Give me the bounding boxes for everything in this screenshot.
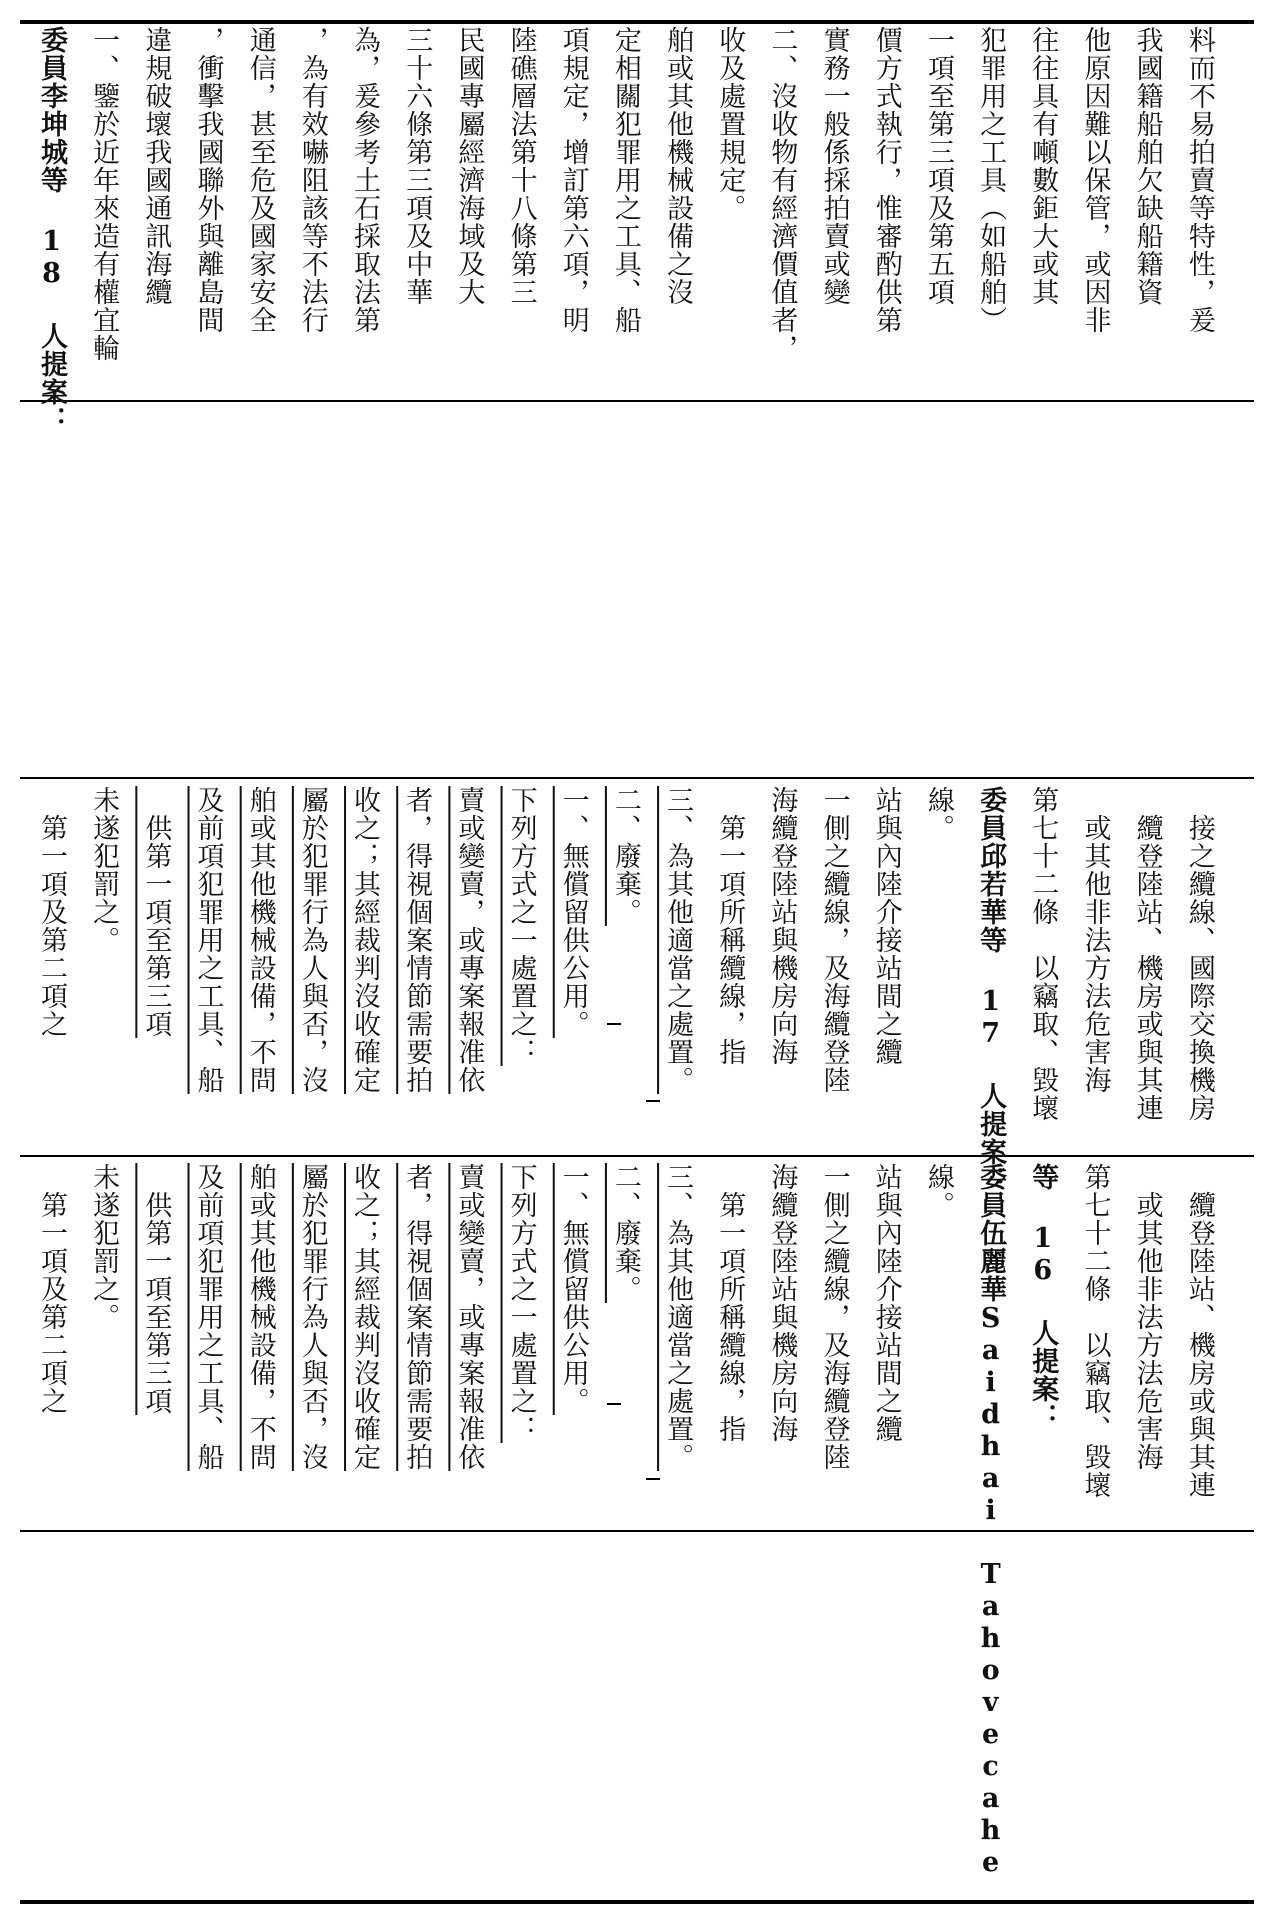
text-line: 價方式執行，惟審酌供第 xyxy=(870,26,902,334)
text-line: 舶或其他機械設備之沒 xyxy=(662,26,694,306)
text-line: 賣或變賣，或專案報准依 xyxy=(453,1163,485,1471)
text-column xyxy=(244,786,299,1148)
text-column xyxy=(768,786,820,1148)
text-line: 陸礁層法第十八條第三 xyxy=(505,26,537,306)
text-column xyxy=(1183,786,1238,1148)
text-line: 料而不易拍賣等特性，爰 xyxy=(1183,26,1215,334)
text-line: ，為有效嚇阻該等不法行 xyxy=(296,26,328,334)
text-line: 等 16 人提案： xyxy=(1027,1163,1059,1431)
text-column xyxy=(505,1163,560,1525)
text-line: 第一項及第二項之 xyxy=(36,786,67,1038)
text-column xyxy=(38,1163,90,1525)
text-column xyxy=(870,786,925,1148)
text-column xyxy=(1029,786,1081,1148)
text-column xyxy=(1081,26,1133,396)
text-line: 第一項所稱纜線，指 xyxy=(714,1163,746,1443)
text-column xyxy=(351,1163,403,1525)
text-column xyxy=(90,26,142,396)
text-column xyxy=(768,1163,820,1525)
rule-bottom-block-end xyxy=(20,1530,1254,1532)
text-line: 往往具有噸數鉅大或其 xyxy=(1027,26,1059,306)
text-column xyxy=(975,1163,1029,1879)
text-column xyxy=(716,786,768,1148)
text-column xyxy=(1131,786,1186,1148)
text-column xyxy=(505,26,560,396)
text-line: 民國專屬經濟海域及大 xyxy=(453,26,485,306)
text-line: 線。 xyxy=(922,1163,954,1219)
text-line: 二、廢棄。 xyxy=(609,786,641,926)
text-column xyxy=(192,1163,247,1525)
text-column xyxy=(1029,1163,1081,1525)
text-line: 第七十二條 以竊取、毀壞 xyxy=(1079,1163,1111,1499)
text-line: 三、為其他適當之處置。 xyxy=(662,1163,694,1471)
text-column xyxy=(192,26,247,396)
text-line: 或其他非法方法危害海 xyxy=(1079,786,1111,1094)
text-line: 一側之纜線，及海纜登陸 xyxy=(818,786,850,1094)
text-column xyxy=(142,1163,194,1525)
text-line: 屬於犯罪行為人與否，沒 xyxy=(296,786,328,1094)
text-block-top xyxy=(30,26,1260,434)
text-column xyxy=(609,786,664,1148)
text-column xyxy=(609,1163,664,1525)
rule-middle-block-end xyxy=(20,1155,1254,1157)
text-line: 一、無償留供公用。 xyxy=(557,786,589,1038)
text-line: 下列方式之一處置之： xyxy=(505,786,537,1066)
text-line: 站與內陸介接站間之纜 xyxy=(870,1163,902,1443)
text-column xyxy=(403,786,455,1148)
text-line: 站與內陸介接站間之纜 xyxy=(870,786,902,1066)
text-line: 三十六條第三項及中華 xyxy=(401,26,433,306)
text-column xyxy=(192,786,247,1148)
text-column xyxy=(244,26,299,396)
text-line: 收及處置規定。 xyxy=(714,26,746,222)
text-line: 第一項及第二項之 xyxy=(36,1163,67,1415)
text-line: 供第一項至第三項 xyxy=(140,786,172,1038)
text-line: 委員李坤城等 18 人提案： xyxy=(36,26,67,434)
text-block-middle xyxy=(30,786,1260,1194)
bottom-border xyxy=(20,1900,1254,1904)
text-column xyxy=(1131,1163,1186,1525)
text-column xyxy=(870,26,925,396)
text-column xyxy=(557,1163,612,1525)
text-line: 未遂犯罰之。 xyxy=(88,786,120,954)
text-line: 舶或其他機械設備，不問 xyxy=(244,1163,276,1471)
text-column xyxy=(455,1163,507,1525)
text-column xyxy=(557,26,612,396)
text-line: 舶或其他機械設備，不問 xyxy=(244,786,276,1094)
text-column xyxy=(716,26,768,396)
text-column xyxy=(142,26,194,396)
text-line: 委員邱若華等 17 人提案： xyxy=(975,786,1007,1194)
text-column xyxy=(403,26,455,396)
text-line: 纜登陸站、機房或與其連 xyxy=(1183,1163,1215,1499)
text-line: 收之；其經裁判沒收確定 xyxy=(349,786,381,1094)
text-line: 線。 xyxy=(922,786,954,842)
text-line: 一、鑒於近年來造有權宜輪 xyxy=(88,26,120,362)
text-line: 一側之纜線，及海纜登陸 xyxy=(818,1163,850,1471)
text-line: 下列方式之一處置之： xyxy=(505,1163,537,1443)
text-line: 二、沒收物有經濟價值者， xyxy=(766,26,798,362)
text-line: ，衝擊我國聯外與離島間 xyxy=(192,26,224,334)
text-column xyxy=(818,1163,873,1525)
text-column xyxy=(609,26,664,396)
text-column xyxy=(977,26,1029,396)
text-column xyxy=(922,786,977,1148)
text-column xyxy=(1183,26,1238,396)
text-column xyxy=(557,786,612,1148)
text-line: 三、為其他適當之處置。 xyxy=(662,786,694,1094)
text-line: 未遂犯罰之。 xyxy=(88,1163,120,1331)
text-line: 通信，甚至危及國家安全 xyxy=(244,26,276,334)
text-column xyxy=(664,1163,716,1525)
text-column xyxy=(870,1163,925,1525)
text-line: 接之纜線、國際交換機房 xyxy=(1183,786,1215,1122)
text-line: 二、廢棄。 xyxy=(609,1163,641,1303)
text-line: 我國籍船舶欠缺船籍資 xyxy=(1131,26,1163,306)
text-column xyxy=(244,1163,299,1525)
text-line: 委員伍麗華Saidhai Tahovecahe xyxy=(975,1163,1007,1879)
text-line: 定相關犯罪用之工具、船 xyxy=(609,26,641,334)
rule-middle-block-start xyxy=(20,777,1254,779)
text-column xyxy=(716,1163,768,1525)
text-line: 犯罪用之工具（如船舶） xyxy=(975,26,1007,334)
text-column xyxy=(975,786,1029,1194)
text-column xyxy=(664,786,716,1148)
text-column xyxy=(90,786,142,1148)
rule-top-block-end xyxy=(20,400,1254,402)
text-column xyxy=(818,26,873,396)
text-column xyxy=(36,26,90,434)
text-block-bottom xyxy=(30,1163,1260,1879)
text-column xyxy=(296,786,351,1148)
text-line: 及前項犯罪用之工具、船 xyxy=(192,1163,224,1471)
text-column xyxy=(1029,26,1081,396)
text-column xyxy=(455,786,507,1148)
text-line: 一項至第三項及第五項 xyxy=(922,26,954,306)
text-line: 收之；其經裁判沒收確定 xyxy=(349,1163,381,1471)
text-line: 賣或變賣，或專案報准依 xyxy=(453,786,485,1094)
text-column xyxy=(38,786,90,1148)
text-line: 者，得視個案情節需要拍 xyxy=(401,786,433,1094)
text-column xyxy=(1183,1163,1238,1525)
text-column xyxy=(818,786,873,1148)
text-line: 屬於犯罪行為人與否，沒 xyxy=(296,1163,328,1471)
text-column xyxy=(1081,1163,1133,1525)
text-column xyxy=(922,1163,977,1525)
text-column xyxy=(505,786,560,1148)
text-line: 第七十二條 以竊取、毀壞 xyxy=(1027,786,1059,1122)
text-line: 供第一項至第三項 xyxy=(140,1163,172,1415)
text-line: 第一項所稱纜線，指 xyxy=(714,786,746,1066)
text-column xyxy=(455,26,507,396)
text-column xyxy=(1081,786,1133,1148)
text-line: 為，爰參考土石採取法第 xyxy=(349,26,381,334)
text-column xyxy=(403,1163,455,1525)
text-column xyxy=(664,26,716,396)
text-column xyxy=(296,26,351,396)
text-line: 一、無償留供公用。 xyxy=(557,1163,589,1415)
text-line: 實務一般係採拍賣或變 xyxy=(818,26,850,306)
text-column xyxy=(351,786,403,1148)
text-line: 他原因難以保管，或因非 xyxy=(1079,26,1111,334)
text-column xyxy=(1131,26,1186,396)
top-border xyxy=(20,20,1254,24)
text-line: 違規破壞我國通訊海纜 xyxy=(140,26,172,306)
text-column xyxy=(142,786,194,1148)
text-line: 及前項犯罪用之工具、船 xyxy=(192,786,224,1094)
text-column xyxy=(768,26,820,396)
text-line: 項規定，增訂第六項，明 xyxy=(557,26,589,334)
text-line: 海纜登陸站與機房向海 xyxy=(766,1163,798,1443)
text-column xyxy=(90,1163,142,1525)
text-line: 海纜登陸站與機房向海 xyxy=(766,786,798,1066)
text-column xyxy=(296,1163,351,1525)
text-line: 或其他非法方法危害海 xyxy=(1131,1163,1163,1471)
text-column xyxy=(351,26,403,396)
text-line: 者，得視個案情節需要拍 xyxy=(401,1163,433,1471)
text-line: 纜登陸站、機房或與其連 xyxy=(1131,786,1163,1122)
text-column xyxy=(922,26,977,396)
